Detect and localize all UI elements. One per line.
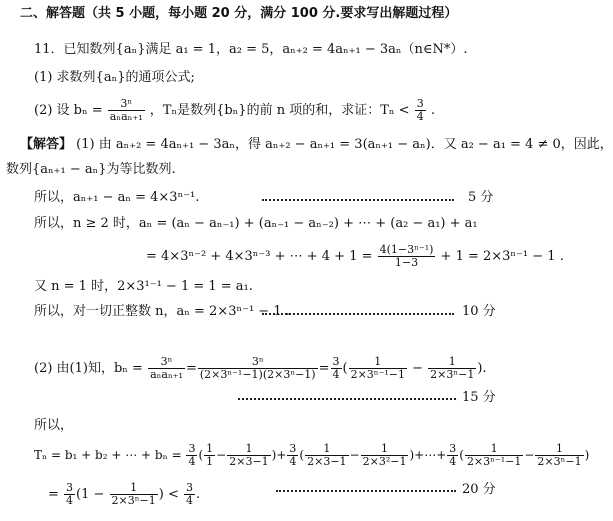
b8-frac1-den: aₙaₙ₊₁ (150, 368, 183, 381)
score-dots-3 (238, 398, 456, 400)
bound-denominator: 4 (416, 110, 424, 123)
score-3: 15 分 (462, 390, 496, 405)
score-dots-4 (276, 490, 456, 492)
final-frac (110, 482, 158, 507)
sum-fraction (378, 244, 436, 269)
t-coef3 (447, 443, 458, 468)
line11-pre: = (48, 487, 59, 502)
final-coef-num: 3 (66, 481, 74, 494)
solution-line1 (20, 137, 613, 153)
final-frac-den: 2×3ⁿ−1 (111, 494, 156, 507)
t-coef3-num: 3 (449, 442, 457, 455)
sum-denominator: 1−3 (394, 256, 419, 269)
final-coef-den: 4 (66, 494, 74, 507)
t-frac-4-den: 2×3ⁿ⁻¹−1 (466, 455, 522, 468)
problem-statement: 11．已知数列{aₙ}满足 a₁ = 1，a₂ = 5，aₙ₊₂ = 4aₙ₊₁ − 3aₙ（n∈N*）. (34, 42, 468, 57)
line10-pre: Tₙ = b₁ + b₂ + ⋯ + bₙ = (34, 448, 182, 462)
b8-frac2-num: 3ⁿ (198, 356, 318, 369)
t-coef3-den: 4 (449, 455, 457, 468)
final-bound-den: 4 (185, 494, 193, 507)
solution-line8: (2) 由(1)知，bₙ = $\frac{\text{3ⁿ}}{\text{aₙaₙ₊₁}}$ = $\frac{\text{3ⁿ}}{\text{(2×3ⁿ⁻¹−1)(2×3ⁿ−1)}}$ = $\frac{3}{4}$ ( $\frac{1}{\text{2×3ⁿ⁻¹−1}}$ − $\frac{1}{\text{2×3ⁿ−1}}$ ). (34, 355, 487, 381)
section-title: 二、解答题（共 5 小题，每小题 20 分，满分 100 分.要求写出解题过程） (20, 6, 458, 21)
t-coef1-num: 3 (188, 442, 196, 455)
b8-frac5-den: 2×3ⁿ−1 (430, 368, 475, 381)
solution-line2: 数列{aₙ₊₁ − aₙ}为等比数列. (6, 162, 176, 177)
b8-frac1 (148, 356, 185, 381)
t-frac-3-den: 2×3²−1 (362, 455, 407, 468)
t-frac-2-num: 1 (305, 443, 348, 456)
line5-post: + 1 = 2×3ⁿ⁻¹ − 1 . (440, 249, 564, 264)
score-dots-2 (262, 313, 454, 315)
t-coef1 (186, 443, 197, 468)
t-frac-1 (227, 443, 270, 468)
solution-line7: 所以，对一切正整数 n，aₙ = 2×3ⁿ⁻¹ − 1 . (34, 304, 290, 319)
final-coef (64, 482, 75, 507)
bound-fraction (415, 98, 426, 123)
solution-line9: 所以， (34, 418, 74, 433)
t-frac-4-num: 1 (465, 443, 523, 456)
part2-end: . (430, 103, 435, 118)
b8-frac2 (198, 356, 318, 381)
t-coef2-num: 3 (289, 442, 297, 455)
b8-frac3-num: 3 (332, 355, 340, 368)
solution-label: 【解答】 (20, 137, 73, 152)
part2-pre: (2) 设 bₙ = (34, 103, 103, 118)
t-frac-5-num: 1 (535, 443, 583, 456)
problem-part2 (34, 98, 435, 123)
t-coef2-den: 4 (289, 455, 297, 468)
b8-frac2-den: (2×3ⁿ⁻¹−1)(2×3ⁿ−1) (199, 368, 316, 381)
t-frac-a (204, 443, 215, 468)
t-coef2 (287, 443, 298, 468)
t-frac-3 (361, 443, 409, 468)
b8-frac1-num: 3ⁿ (148, 356, 185, 369)
solution-line4: 所以，n ≥ 2 时，aₙ = (aₙ − aₙ₋₁) + (aₙ₋₁ − aₙ₋₂) + ⋯ + (a₂ − a₁) + a₁ (34, 216, 478, 231)
score-dots-1 (262, 199, 454, 201)
t-frac-a-num: 1 (206, 442, 214, 455)
final-frac-num: 1 (110, 482, 158, 495)
t-coef1-den: 4 (188, 455, 196, 468)
bn-denominator: aₙaₙ₊₁ (109, 110, 143, 123)
sum-numerator: 4(1−3ⁿ⁻¹) (379, 243, 434, 256)
t-frac-4 (465, 443, 523, 468)
solution-line5 (146, 244, 564, 269)
t-frac-5-den: 2×3ⁿ−1 (537, 455, 582, 468)
b8-frac3-den: 4 (332, 368, 340, 381)
b8-frac4-num: 1 (349, 356, 407, 369)
bn-fraction (108, 98, 145, 123)
b8-frac3 (331, 356, 342, 381)
solution-line10: Tₙ = b₁ + b₂ + ⋯ + bₙ = $\frac{3}{4}$ ( $\frac{1}{1}$ − $\frac{1}{2\times 3-1}$ )+ $\frac{3}{4}$ ( $\frac{1}{2\times 3-1}$ − $\frac{1}{\text{2×3²−1}}$ )+⋯+ $\frac{3}{4}$ ( $\frac{1}{\text{2×3ⁿ⁻¹−1}}$ − $\frac{1}{\text{2×3ⁿ−1}}$ ) (34, 442, 590, 468)
t-frac-1-num: 1 (227, 443, 270, 456)
part2-post: ，Tₙ是数列{bₙ}的前 n 项的和，求证：Tₙ < (149, 103, 410, 118)
b8-frac5-num: 1 (428, 356, 476, 369)
t-frac-2 (305, 443, 348, 468)
problem-part1: (1) 求数列{aₙ}的通项公式; (34, 70, 195, 85)
score-2: 10 分 (462, 304, 496, 319)
final-bound (184, 482, 195, 507)
t-frac-a-den: 1 (206, 455, 214, 468)
bound-numerator: 3 (416, 97, 424, 110)
line5-pre: = 4×3ⁿ⁻² + 4×3ⁿ⁻³ + ⋯ + 4 + 1 = (146, 249, 373, 264)
t-frac-1-den: 2×3−1 (229, 455, 269, 468)
bn-numerator: 3ⁿ (108, 98, 145, 111)
b8-frac4 (349, 356, 407, 381)
b8-frac5 (428, 356, 476, 381)
t-frac-5 (535, 443, 583, 468)
solution-line3: 所以，aₙ₊₁ − aₙ = 4×3ⁿ⁻¹. (34, 190, 200, 205)
line8-pre: (2) 由(1)知，bₙ = (34, 361, 143, 376)
solution-line11: = $\frac{3}{4}$ (1 − $\frac{1}{\text{2×3ⁿ−1}}$ ) < $\frac{3}{4}$ . (48, 481, 201, 507)
solution-line6: 又 n = 1 时，2×3¹⁻¹ − 1 = 1 = a₁. (34, 279, 253, 294)
t-frac-3-num: 1 (361, 443, 409, 456)
t-frac-2-den: 2×3−1 (307, 455, 347, 468)
score-1: 5 分 (468, 190, 494, 205)
final-bound-num: 3 (185, 481, 193, 494)
solution-text1: (1) 由 aₙ₊₂ = 4aₙ₊₁ − 3aₙ，得 aₙ₊₂ − aₙ₊₁ = 3(aₙ₊₁ − aₙ)．又 a₂ − a₁ = 4 ≠ 0，因此， (76, 137, 613, 152)
score-4: 20 分 (462, 482, 496, 497)
b8-frac4-den: 2×3ⁿ⁻¹−1 (350, 368, 405, 381)
